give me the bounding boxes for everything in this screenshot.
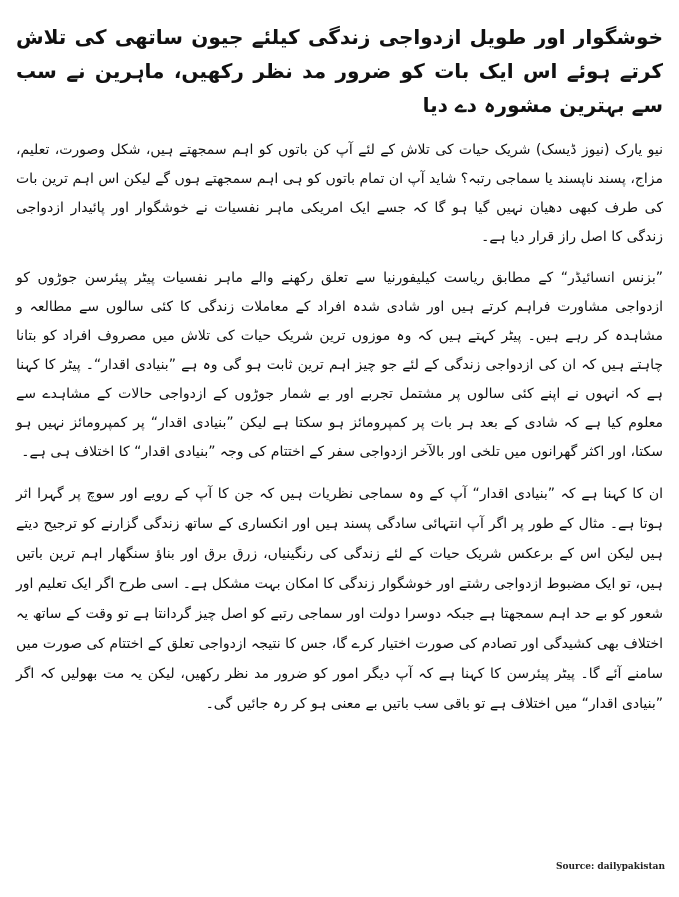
article-paragraph-3: ان کا کہنا ہے کہ ”بنیادی اقدار“ آپ کے وہ سماجی نظریات ہیں کہ جن کا آپ کے رویے اور سوچ پر گہرا اثر ہوتا ہے۔ مثال کے طور پر اگر آپ انتہائی سادگی پسند ہیں اور انکساری کے ساتھ زندگی گزارنے کو ترجیح دیتے ہیں لیکن اس کے برعکس شریک حیات کے لئے زندگی کی رنگینیاں، زرق برق اور بناؤ سنگھار اہم ترین باتیں ہیں، تو ایک مضبوط ازدواجی رشتے اور خوشگوار زندگی کا امکان بہت مشکل ہے۔ اسی طرح اگر ایک تعلیم اور شعور کو بے حد اہم سمجھتا ہے جبکہ دوسرا دولت اور سماجی رتبے کو اصل چیز گردانتا ہے تو وقت کے ساتھ یہ اختلاف بھی کشیدگی اور تصادم کی صورت اختیار کرے گا، جس کا نتیجہ ازدواجی تعلق کے اختتام کی صورت میں سامنے آئے گا۔ پیٹر پیئرسن کا کہنا ہے کہ آپ دیگر امور کو ضرور مد نظر رکھیں، لیکن یہ مت بھولیں کہ اگر ”بنیادی اقدار“ میں اختلاف ہے تو باقی سب باتیں بے معنی ہو کر رہ جائیں گی۔ — [16, 486, 663, 712]
article-paragraph-2: ”بزنس انسائیڈر“ کے مطابق ریاست کیلیفورنیا سے تعلق رکھنے والے ماہر نفسیات پیٹر پیئرسن جوڑوں کو ازدواجی مشاورت فراہم کرتے ہیں اور شادی شدہ افراد کے معاملات زندگی کا کئی سالوں سے مطالعہ و مشاہدہ کر رہے ہیں۔ پیٹر کہتے ہیں کہ وہ موزوں ترین شریک حیات کی تلاش میں مصروف افراد کو بتانا چاہتے ہیں کہ ان کی ازدواجی زندگی کے لئے جو چیز اہم ترین ثابت ہو گی وہ ہے ”بنیادی اقدار“۔ پیٹر کا کہنا ہے کہ انہوں نے اپنے کئی سالوں پر مشتمل تجربے اور بے شمار جوڑوں کے ازدواجی حالات کے مشاہدے سے معلوم کیا ہے کہ شادی کے بعد ہر بات پر کمپرومائز ہو سکتا ہے لیکن ”بنیادی اقدار“ پر کمپرومائز نہیں ہو سکتا، اور اکثر گھرانوں میں تلخی اور بالآخر ازدواجی سفر کے اختتام کی وجہ ”بنیادی اقدار“ کا اختلاف ہی ہے۔ — [16, 270, 663, 460]
source-credit: Source: dailypakistan — [555, 862, 665, 872]
article-headline: خوشگوار اور طویل ازدواجی زندگی کیلئے جیون ساتھی کی تلاش کرتے ہوئے اس ایک بات کو ضرور مد نظر رکھیں، ماہرین نے سب سے بہترین مشورہ دے دیا — [16, 25, 663, 117]
article-paragraph-1: نیو یارک (نیوز ڈیسک) شریک حیات کی تلاش کے لئے آپ کن باتوں کو اہم سمجھتے ہیں، شکل وصورت، تعلیم، مزاج، پسند ناپسند یا سماجی رتبہ؟ شاید آپ ان تمام باتوں کو ہی اہم سمجھتے ہوں گے لیکن اس اہم ترین بات کی طرف کبھی دھیان نہیں گیا ہو گا کہ جسے ایک امریکی ماہر نفسیات نے خوشگوار اور پائیدار ازدواجی زندگی کا اصل راز قرار دیا ہے۔ — [16, 142, 663, 245]
